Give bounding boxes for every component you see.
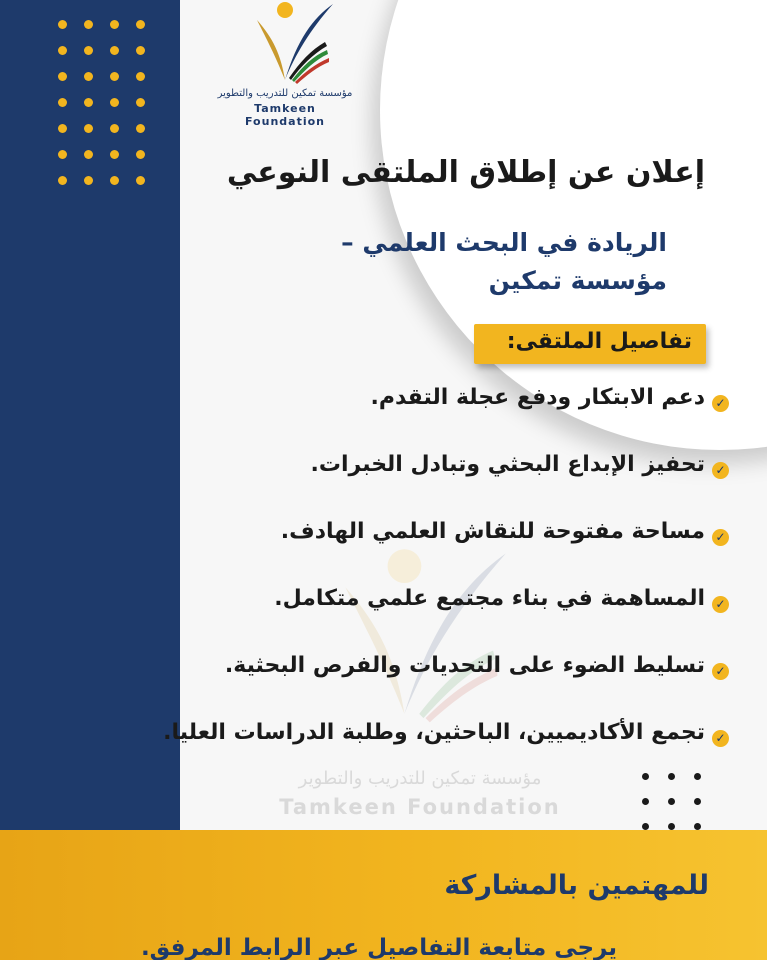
dark-dot bbox=[694, 798, 701, 805]
check-circle-icon: ✓ bbox=[712, 663, 729, 680]
dark-dot bbox=[642, 773, 649, 780]
details-badge bbox=[474, 324, 706, 364]
gold-dot bbox=[136, 150, 145, 159]
gold-dot bbox=[136, 20, 145, 29]
gold-dot bbox=[110, 124, 119, 133]
dark-dot bbox=[668, 773, 675, 780]
gold-dot bbox=[58, 150, 67, 159]
gold-dot bbox=[84, 98, 93, 107]
gold-dot bbox=[110, 98, 119, 107]
check-circle-icon: ✓ bbox=[712, 462, 729, 479]
list-item-text: تجمع الأكاديميين، الباحثين، وطلبة الدراسات العليا. bbox=[163, 720, 705, 745]
dark-dot bbox=[668, 823, 675, 830]
list-item bbox=[169, 653, 729, 720]
gold-dot bbox=[84, 46, 93, 55]
dark-dot bbox=[694, 773, 701, 780]
list-item bbox=[169, 519, 729, 586]
gold-dot bbox=[136, 98, 145, 107]
gold-dot bbox=[58, 98, 67, 107]
list-item bbox=[169, 586, 729, 653]
gold-dot bbox=[136, 176, 145, 185]
watermark-arabic-name: مؤسسة تمكين للتدريب والتطوير bbox=[298, 768, 542, 789]
list-item-text: تسليط الضوء على التحديات والفرص البحثية. bbox=[224, 653, 705, 678]
check-circle-icon: ✓ bbox=[712, 529, 729, 546]
gold-dot bbox=[84, 72, 93, 81]
gold-dot bbox=[110, 150, 119, 159]
gold-dot bbox=[58, 46, 67, 55]
gold-dot bbox=[136, 72, 145, 81]
gold-dot bbox=[110, 176, 119, 185]
check-circle-icon: ✓ bbox=[712, 395, 729, 412]
list-item bbox=[169, 452, 729, 519]
gold-dot bbox=[110, 46, 119, 55]
list-item-text: مساحة مفتوحة للنقاش العلمي الهادف. bbox=[280, 519, 705, 544]
cta-subtitle: يرجى متابعة التفاصيل عبر الرابط المرفق. bbox=[140, 935, 617, 960]
check-circle-icon: ✓ bbox=[712, 596, 729, 613]
dark-dot bbox=[694, 823, 701, 830]
gold-dot bbox=[84, 124, 93, 133]
gold-dot bbox=[110, 20, 119, 29]
details-label: تفاصيل الملتقى: bbox=[506, 329, 692, 354]
list-item-text: دعم الابتكار ودفع عجلة التقدم. bbox=[370, 385, 705, 410]
tamkeen-logo bbox=[215, 0, 355, 128]
logo-arabic-name: مؤسسة تمكين للتدريب والتطوير bbox=[217, 88, 353, 99]
gold-dot bbox=[58, 176, 67, 185]
gold-dot bbox=[84, 150, 93, 159]
gold-dot bbox=[110, 72, 119, 81]
list-item bbox=[169, 385, 729, 452]
list-item-text: تحفيز الإبداع البحثي وتبادل الخبرات. bbox=[310, 452, 705, 477]
gold-dot bbox=[58, 72, 67, 81]
gold-dot bbox=[84, 176, 93, 185]
dark-dot bbox=[642, 798, 649, 805]
watermark-english-name: Tamkeen Foundation bbox=[279, 795, 561, 819]
gold-dot bbox=[58, 20, 67, 29]
dark-dot bbox=[668, 798, 675, 805]
tamkeen-logo-icon bbox=[245, 0, 335, 90]
gold-dot bbox=[58, 124, 67, 133]
gold-dot bbox=[136, 46, 145, 55]
details-list bbox=[163, 385, 729, 787]
dark-dot bbox=[642, 823, 649, 830]
list-item-text: المساهمة في بناء مجتمع علمي متكامل. bbox=[274, 586, 705, 611]
page-title: إعلان عن إطلاق الملتقى النوعي bbox=[226, 155, 705, 190]
gold-dot bbox=[84, 20, 93, 29]
page-subtitle: الريادة في البحث العلمي – مؤسسة تمكين bbox=[341, 228, 667, 295]
gold-dot-grid bbox=[58, 20, 158, 190]
cta-title: للمهتمين بالمشاركة bbox=[444, 870, 709, 901]
gold-dot bbox=[136, 124, 145, 133]
check-circle-icon: ✓ bbox=[712, 730, 729, 747]
logo-english-name: Tamkeen Foundation bbox=[244, 102, 325, 128]
